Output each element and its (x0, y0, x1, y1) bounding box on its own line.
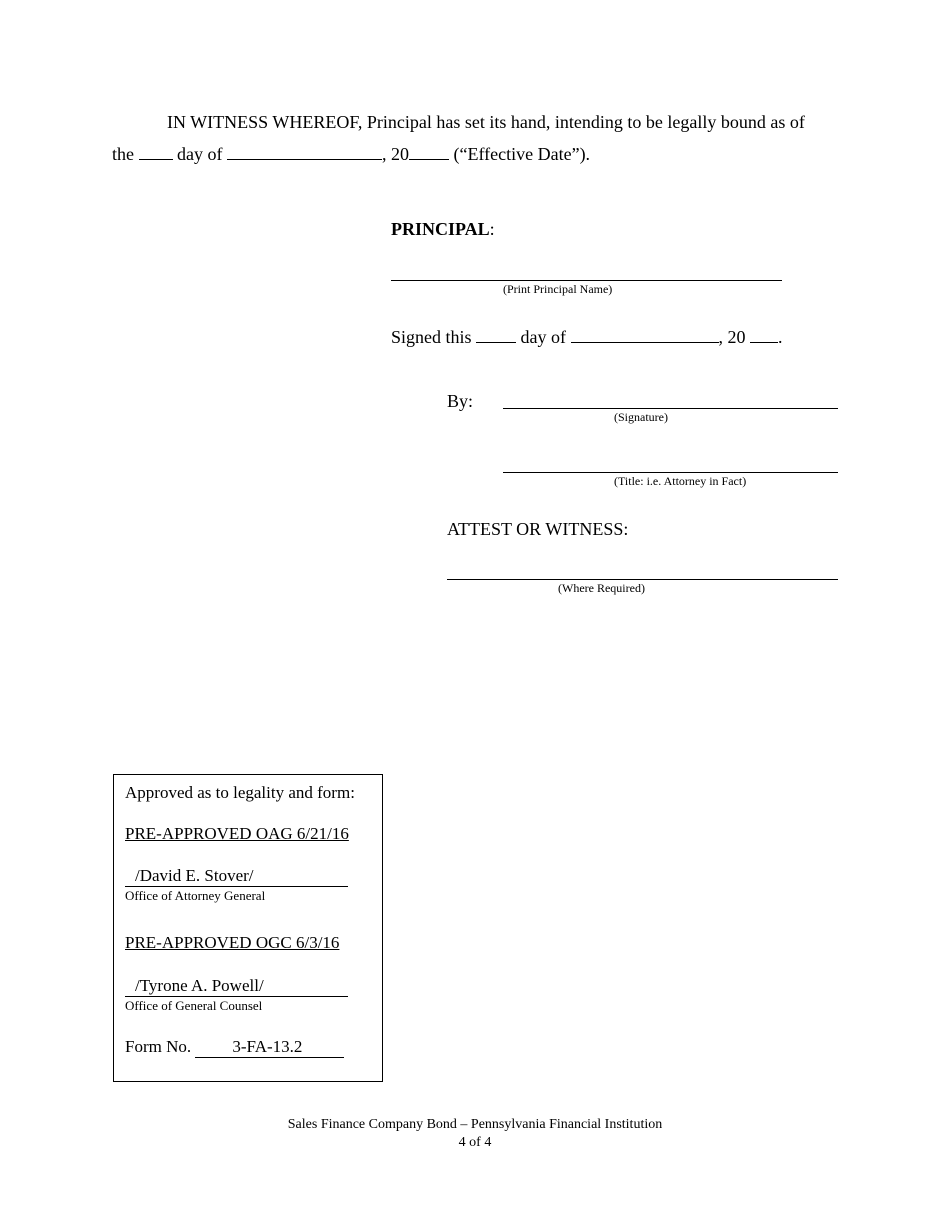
ogc-preapproval: PRE-APPROVED OGC 6/3/16 (125, 933, 340, 952)
signed-this-label: Signed this (391, 327, 472, 347)
signed-20-label: , 20 (718, 327, 746, 347)
page-number: 4 of 4 (458, 1135, 492, 1150)
footer-title: Sales Finance Company Bond – Pennsylvania Financial Institution (287, 1117, 663, 1132)
signed-this-line (391, 327, 783, 348)
effective-day-blank[interactable] (139, 145, 173, 160)
approval-heading: Approved as to legality and form: (125, 783, 355, 802)
attest-heading: ATTEST OR WITNESS: (447, 519, 629, 539)
form-number-row (125, 1037, 344, 1058)
principal-heading (391, 219, 495, 240)
form-number-value: 3-FA-13.2 (232, 1037, 303, 1056)
by-label: By: (447, 391, 474, 411)
principal-heading-colon: : (489, 219, 495, 239)
signed-day-blank[interactable] (476, 328, 516, 343)
effective-year-blank[interactable] (409, 145, 449, 160)
witness-clause-line1: IN WITNESS WHEREOF, Principal has set its hand, intending to be legally bound as of (167, 112, 805, 132)
effective-date-label: (“Effective Date”). (453, 144, 591, 164)
principal-heading-text: PRINCIPAL (391, 219, 490, 239)
attest-caption: (Where Required) (558, 581, 645, 595)
oag-signer-line (125, 866, 348, 887)
signature-line[interactable] (503, 408, 838, 409)
form-number-label: Form No. (125, 1037, 192, 1056)
oag-signer: /David E. Stover/ (135, 866, 254, 885)
witness-clause-dayof: day of (177, 144, 223, 164)
title-line[interactable] (503, 472, 838, 473)
ogc-signer: /Tyrone A. Powell/ (135, 976, 264, 995)
approval-box (113, 774, 383, 1082)
witness-clause-line2 (112, 144, 590, 165)
witness-clause-20: , 20 (381, 144, 409, 164)
ogc-office: Office of General Counsel (125, 998, 263, 1013)
signature-caption: (Signature) (614, 410, 668, 424)
print-principal-name-line[interactable] (391, 280, 782, 281)
attest-signature-line[interactable] (447, 579, 838, 580)
signed-period: . (778, 327, 783, 347)
ogc-signer-line (125, 976, 348, 997)
signed-dayof-label: day of (520, 327, 566, 347)
oag-preapproval: PRE-APPROVED OAG 6/21/16 (125, 824, 349, 843)
signed-year-blank[interactable] (750, 328, 778, 343)
print-principal-name-caption: (Print Principal Name) (503, 282, 613, 296)
witness-clause-the: the (112, 144, 134, 164)
title-caption: (Title: i.e. Attorney in Fact) (614, 474, 747, 488)
oag-office: Office of Attorney General (125, 888, 266, 903)
signed-month-blank[interactable] (571, 328, 719, 343)
effective-month-blank[interactable] (227, 145, 382, 160)
form-number-field (195, 1037, 344, 1058)
